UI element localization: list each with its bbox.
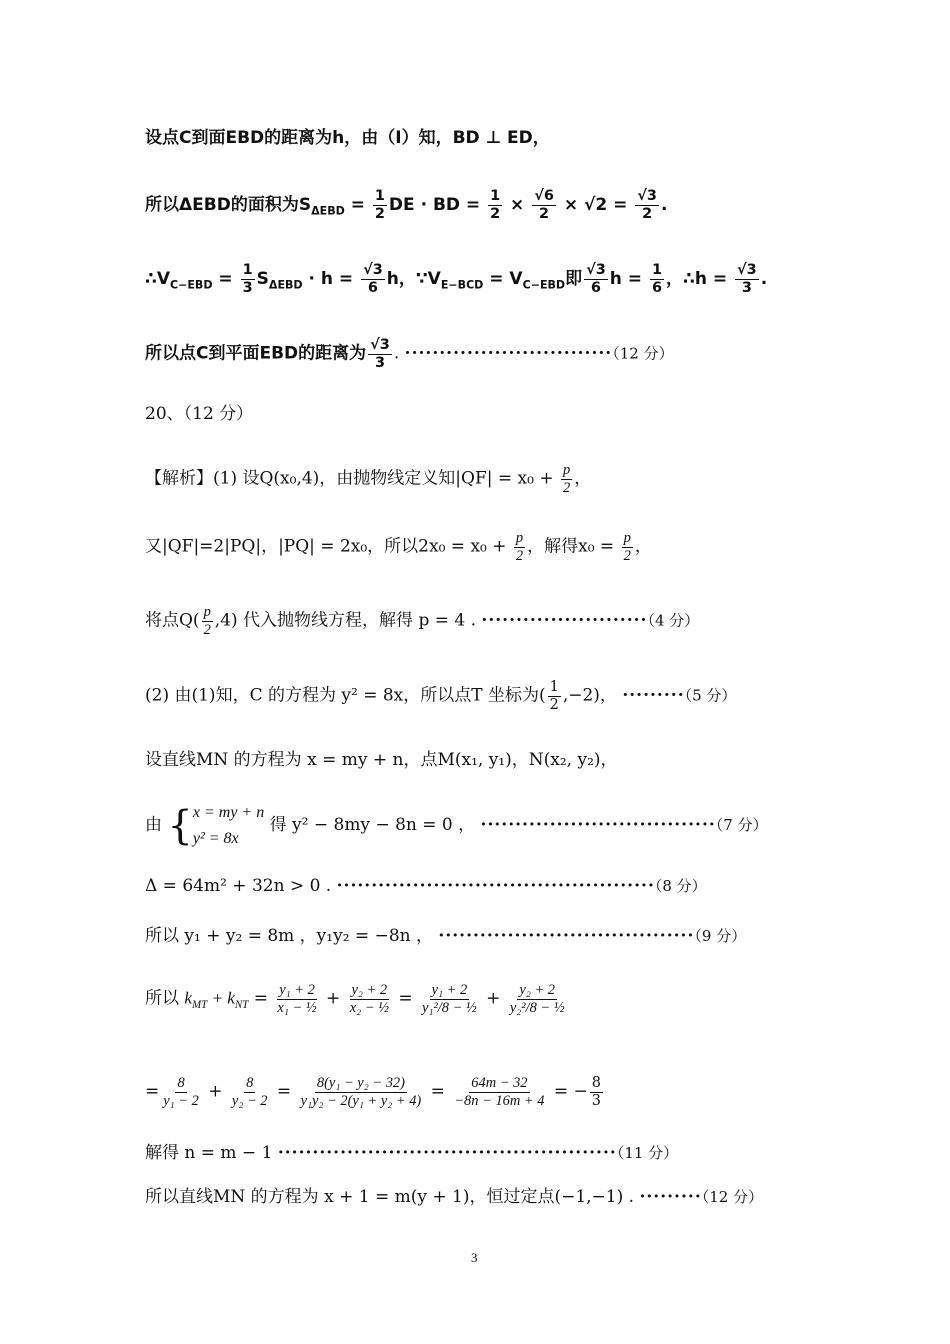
text: 【解析】(1) 设Q(x₀,4)，由抛物线定义知|QF| = x₀ + <box>145 468 560 489</box>
line-solve-n <box>145 1143 678 1163</box>
fraction: $\frac{1}{3}$ <box>242 262 253 296</box>
fraction: $\frac{p}{2}$ <box>203 604 211 638</box>
fraction: $\frac{1}{6}$ <box>651 262 663 296</box>
line-slope-sum: 所以 $k_{MT} + k_{NT}$ = $\frac{\text{y₁ + 2}}{\text{x₁ − ½}}$ + $\frac{\text{y₂ + 2}}{\text{x₂ − ½}}$ = $\frac{\text{y₁ + 2}}{\text{y₁²/8 − ½}}$ + $\frac{\text{y₂ + 2}}{\text{y₂²/8 − ½}}$ <box>145 982 565 1016</box>
leader-dots: ······························ <box>404 343 613 364</box>
text: 所以ΔEBD的面积为S <box>145 195 312 216</box>
score-label: （9 分） <box>694 927 747 945</box>
text: ∴V <box>145 269 170 290</box>
fraction: $\frac{64m - 32}{-8n - 16m + 4}$ <box>454 1075 545 1109</box>
text: 所以直线MN 的方程为 x + 1 = m(y + 1)，恒过定点(−1,−1) . <box>145 1187 635 1207</box>
problem-20-heading: 20、（12 分） <box>145 404 254 424</box>
line-distance-setup: 设点C到面EBD的距离为h，由（Ⅰ）知，BD ⊥ ED， <box>145 128 550 148</box>
text: . <box>660 195 668 216</box>
fraction: $\frac{√3}{3}$ <box>737 262 757 296</box>
text-sub: ΔEBD <box>311 204 345 218</box>
text: ， <box>574 468 592 489</box>
text: = <box>248 988 274 1009</box>
text: . <box>393 343 400 364</box>
text: ,−2)， <box>562 685 617 706</box>
text: DE · BD = <box>388 195 487 216</box>
text: 解得 n = m − 1 <box>145 1143 273 1163</box>
text: × <box>504 195 531 216</box>
fraction: $\frac{\text{y₂ + 2}}{\text{y₂²/8 − ½}}$ <box>509 982 565 1016</box>
text: h，∵V <box>386 269 441 290</box>
line-volume-equation <box>145 262 767 296</box>
leader-dots: ········· <box>639 1187 702 1207</box>
line-qf-pq <box>145 530 652 564</box>
fraction: $\frac{\text{y₁ + 2}}{\text{y₁²/8 − ½}}$ <box>421 982 477 1016</box>
leader-dots: ························ <box>481 610 648 631</box>
score-label: （12 分） <box>612 344 674 363</box>
text: 由 <box>145 815 162 836</box>
line-point-t <box>145 679 736 713</box>
fraction: $\frac{\text{y₁ + 2}}{\text{x₁ − ½}}$ <box>277 982 317 1016</box>
fraction: $\frac{√3}{6}$ <box>363 262 383 296</box>
text: Δ = 64m² + 32n > 0 . <box>145 876 332 896</box>
page-number: 3 <box>471 1250 478 1265</box>
text-sub: MT <box>191 999 208 1011</box>
text: S <box>256 269 269 290</box>
score-label: （7 分） <box>715 816 768 835</box>
text: = <box>425 1081 451 1102</box>
score-label: （5 分） <box>684 686 737 705</box>
text: · h = <box>302 269 360 290</box>
text: 所以 <box>145 988 179 1009</box>
text: = <box>145 1081 160 1102</box>
text: 得 y² − 8my − 8n = 0 ， <box>269 815 476 836</box>
line-distance-result <box>145 337 674 371</box>
text-sub: C−EBD <box>170 278 213 292</box>
fraction: $\frac{p}{2}$ <box>515 530 524 564</box>
system-eq-1: x = my + n <box>192 804 265 821</box>
text-sub: E−BCD <box>440 278 484 292</box>
text: = <box>344 195 371 216</box>
line-slope-simplify: = $\frac{8}{\text{y₁ − 2}}$ + $\frac{8}{\text{y₂ − 2}}$ = $\frac{\text{8(y₁ − y₂ − 32)}}{\text{y₁y₂ − 2(y₁ + y₂ + 4)}}$ = $\frac{64m - 32}{-8n - 16m + 4}$ = − $\frac{8}{3}$ <box>145 1075 601 1109</box>
fraction: $\frac{1}{2}$ <box>549 679 559 713</box>
line-fixed-point <box>145 1187 763 1207</box>
text: . <box>760 269 768 290</box>
leader-dots: ····································· <box>438 926 695 946</box>
leader-dots: ················································· <box>277 1143 617 1163</box>
text: × √2 = <box>557 195 634 216</box>
line-area-ebd <box>145 188 667 222</box>
line-solution-part1 <box>145 462 591 496</box>
score-label: （12 分） <box>701 1188 764 1206</box>
fraction: $\frac{√3}{6}$ <box>586 262 606 296</box>
text: ， <box>634 536 652 557</box>
text: = <box>212 269 239 290</box>
text: = <box>271 1081 297 1102</box>
text: = V <box>483 269 523 290</box>
text: 又|QF|=2|PQ|，|PQ| = 2x₀，所以2x₀ = x₀ + <box>145 536 512 557</box>
leader-dots: ·············································· <box>336 876 655 896</box>
text-sub: ΔEBD <box>268 278 303 292</box>
text: + k <box>207 988 235 1008</box>
fraction: $\frac{8}{3}$ <box>591 1075 601 1109</box>
fraction: $\frac{p}{2}$ <box>623 530 631 564</box>
score-label: （8 分） <box>654 877 707 895</box>
text: 所以点C到平面EBD的距离为 <box>145 343 367 364</box>
text: 所以 y₁ + y₂ = 8m ，y₁y₂ = −8n ， <box>145 926 433 946</box>
line-discriminant <box>145 876 707 896</box>
fraction: $\frac{p}{2}$ <box>563 462 571 496</box>
line-system <box>145 800 768 851</box>
text: (2) 由(1)知，C 的方程为 y² = 8x，所以点T 坐标为( <box>145 685 546 706</box>
brace-glyph: { <box>167 802 193 849</box>
text: h = <box>609 269 648 290</box>
text: 即 <box>565 269 583 290</box>
score-label: （4 分） <box>647 611 700 630</box>
fraction: $\frac{√3}{3}$ <box>370 337 390 371</box>
text: ，解得x₀ = <box>527 536 620 557</box>
leader-dots: ········· <box>622 685 685 706</box>
equation-system <box>167 800 264 851</box>
text: = − <box>548 1081 588 1102</box>
fraction: $\frac{1}{2}$ <box>374 188 385 222</box>
fraction: $\frac{\text{8(y₁ − y₂ − 32)}}{\text{y₁y₂ − 2(y₁ + y₂ + 4)}}$ <box>300 1075 422 1109</box>
leader-dots: ·································· <box>480 815 716 836</box>
fraction: $\frac{√3}{2}$ <box>637 188 657 222</box>
line-mn-setup: 设直线MN 的方程为 x = my + n，点M(x₁, y₁)，N(x₂, y₂)， <box>145 750 618 770</box>
text-sub: NT <box>234 999 249 1011</box>
system-eq-2: y² = 8x <box>192 829 239 847</box>
text: ，∴h = <box>666 269 734 290</box>
text: k <box>184 988 192 1008</box>
line-substitute-q <box>145 604 699 638</box>
text: ,4) 代入抛物线方程，解得 p = 4 . <box>214 610 477 631</box>
line-vieta <box>145 926 746 946</box>
score-label: （11 分） <box>616 1144 679 1162</box>
text: 将点Q( <box>145 610 200 631</box>
fraction: $\frac{1}{2}$ <box>490 188 501 222</box>
fraction: $\frac{8}{\text{y₂ − 2}}$ <box>231 1075 268 1109</box>
fraction: $\frac{8}{\text{y₁ − 2}}$ <box>163 1075 199 1109</box>
text-sub: C−EBD <box>522 278 566 292</box>
fraction: $\frac{\text{y₂ + 2}}{\text{x₂ − ½}}$ <box>349 982 389 1016</box>
fraction: $\frac{√6}{2}$ <box>534 188 554 222</box>
